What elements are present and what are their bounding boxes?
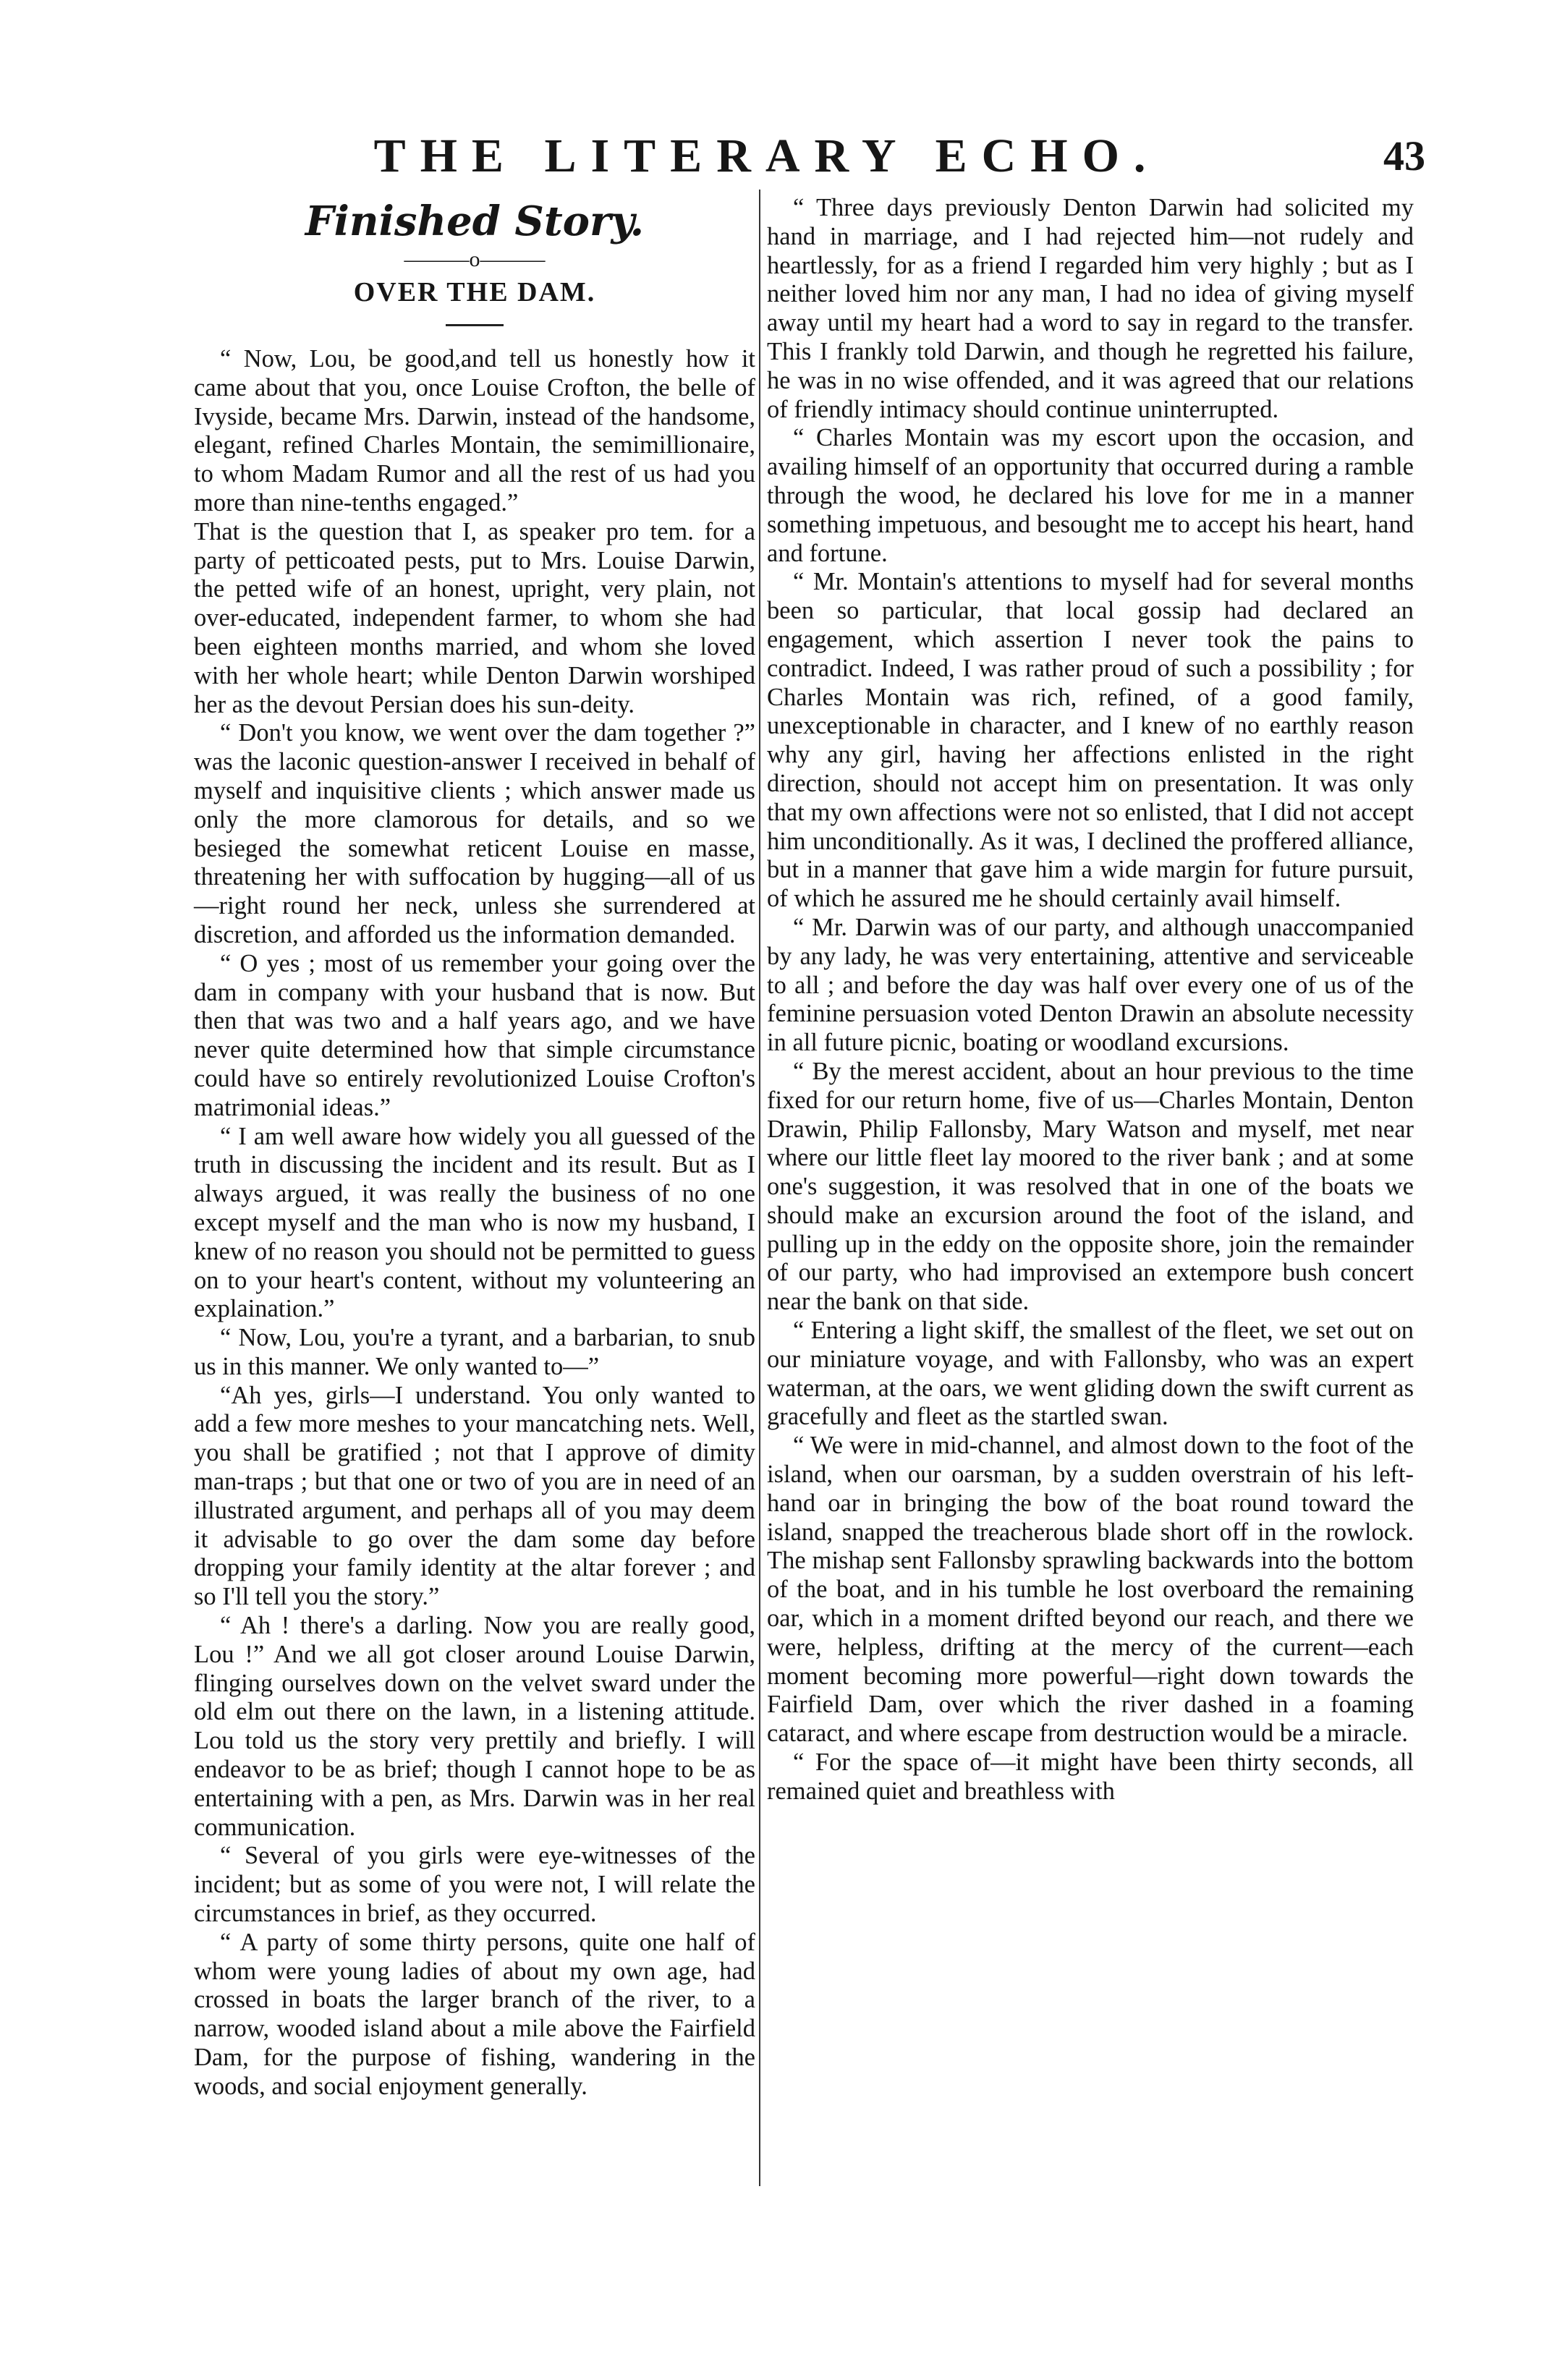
paragraph: That is the question that I, as speaker pro tem. for a party of petticoated pests, put to Mrs. Louise Darwin, the petted wife of an honest, upright, very plain, not over-educated, independent farmer, to whom she had been eighteen months married, and whom she loved with her whole heart; while Denton Darwin worshiped her as the devout Persian does his sun-deity. (194, 517, 755, 718)
paragraph: “ Now, Lou, you're a tyrant, and a barbarian, to snub us in this manner. We only wanted to—” (194, 1324, 755, 1380)
paragraph: “ Ah ! there's a darling. Now you are really good, Lou !” And we all got closer around Louise Darwin, flinging ourselves down on the velvet sward under the old elm out there on the lawn, in a listening attitude. Lou told us the story very prettily and briefly. I will endeavor to be as brief; though I cannot hope to be as entertaining with a pen, as Mrs. Darwin was in her real communication. (194, 1612, 755, 1841)
paragraph: “Ah yes, girls—I understand. You only wanted to add a few more meshes to your mancatching nets. Well, you shall be gratified ; not that I approve of dimity man-traps ; but that one or two of you are in need of an illustrated argument, and perhaps all of you may deem it advisable to go over the dam some day before dropping your family identity at the altar forever ; and so I'll tell you the story.” (194, 1381, 755, 1611)
section-header: Finished Story. (305, 197, 645, 245)
paragraph: “ O yes ; most of us remember your going over the dam in company with your husband that is now. But then that was two and a half years ago, and we have never quite determined how that simple circumstance could have so entirely revolutionized Louise Crofton's matrimonial ideas.” (194, 949, 755, 1121)
paragraph: “ We were in mid-channel, and almost down to the foot of the island, when our oarsman, by a sudden overstrain of his left-hand oar in bringing the bow of the boat round toward the island, snapped the treacherous blade short off in the rowlock. The mishap sent Fallonsby sprawling backwards into the bottom of the boat, and in his tumble he lost overboard the remaining oar, which in a moment drifted beyond our reach, and there we were, helpless, drifting at the mercy of the current—each moment becoming more powerful—right down towards the Fairfield Dam, over which the river dashed in a foaming cataract, and where escape from destruction would be a miracle. (767, 1432, 1414, 1748)
page-number: 43 (1383, 132, 1425, 179)
paragraph: “ Don't you know, we went over the dam together ?” was the laconic question-answer I received in behalf of myself and inquisitive clients ; which answer made us only the more clamorous for details, and so we besieged the somewhat reticent Louise en masse, threatening her with suffocation by hugging—all of us—right round her neck, unless she surrendered at discretion, and afforded us the information demanded. (194, 719, 755, 948)
paragraph: “ For the space of—it might have been thirty seconds, all remained quiet and breathless with (767, 1748, 1414, 1805)
right-column (767, 194, 1414, 1806)
left-column (194, 194, 755, 2101)
paragraph: “ Now, Lou, be good,and tell us honestly how it came about that you, once Louise Crofton, the belle of Ivyside, became Mrs. Darwin, instead of the handsome, elegant, refined Charles Montain, the semimillionaire, to whom Madam Rumor and all the rest of us had you more than nine-tenths engaged.” (194, 345, 755, 517)
paragraph: “ Several of you girls were eye-witnesses of the incident; but as some of you were not, I will relate the circumstances in brief, as they occurred. (194, 1842, 755, 1928)
paragraph: “ Mr. Darwin was of our party, and although unaccompanied by any lady, he was very entertaining, attentive and serviceable to all ; and before the day was half over every one of us of the feminine persuasion voted Denton Drawin an absolute necessity in all future picnic, boating or woodland excursions. (767, 913, 1414, 1057)
masthead: THE LITERARY ECHO. (373, 129, 1161, 182)
paragraph: “ Mr. Montain's attentions to myself had for several months been so particular, that local gossip had declared an engagement, which assertion I never took the pains to contradict. Indeed, I was rather proud of such a possibility ; for Charles Montain was rich, refined, of a good family, unexceptionable in character, and I knew of no earthly reason why any girl, having her affections enlisted in the right direction, should not accept him on presentation. It was only that my own affections were not so enlisted, that I did not accept him unconditionally. As it was, I declined the proffered alliance, but in a manner that gave him a wide margin for future pursuit, of which he assured me he should certainly avail himself. (767, 568, 1414, 913)
story-title: OVER THE DAM. (353, 277, 596, 307)
paragraph: “ A party of some thirty persons, quite one half of whom were young ladies of about my own age, had crossed in boats the larger branch of the river, to a narrow, wooded island about a mile above the Fairfield Dam, for the purpose of fishing, wandering in the woods, and social enjoyment generally. (194, 1928, 755, 2100)
paragraph: “ I am well aware how widely you all guessed of the truth in discussing the incident and its result. But as I always argued, it was really the business of no one except myself and the man who is now my husband, I knew of no reason you should not be permitted to guess on to your heart's content, without my volunteering an explaination.” (194, 1122, 755, 1323)
running-head (0, 127, 1557, 192)
title-rule (446, 324, 504, 326)
paragraph: “ By the merest accident, about an hour previous to the time fixed for our return home, five of us—Charles Montain, Denton Drawin, Philip Fallonsby, Mary Watson and myself, met near where our little fleet lay moored to the river bank ; and at some one's suggestion, it was resolved that in one of the boats we should make an excursion around the foot of the island, and pulling up in the eddy on the opposite shore, join the remainder of our party, who had improvised an extempore bush concert near the bank on that side. (767, 1057, 1414, 1316)
paragraph: “ Charles Montain was my escort upon the occasion, and availing himself of an opportunity that occurred during a ramble through the wood, he declared his love for me in a manner something impetuous, and besought me to accept his heart, hand and fortune. (767, 424, 1414, 567)
ornament-divider: ———o——— (404, 247, 546, 271)
paragraph: “ Three days previously Denton Darwin had solicited my hand in marriage, and I had rejected him—not rudely and heartlessly, for as a friend I regarded him very highly ; but as I neither loved him nor any man, I had no idea of giving myself away until my heart had a word to say in regard to the transfer. This I frankly told Darwin, and though he regretted his failure, he was in no wise offended, and it was agreed that our relations of friendly intimacy should continue uninterrupted. (767, 194, 1414, 423)
column-rule (759, 190, 760, 2186)
paragraph: “ Entering a light skiff, the smallest of the fleet, we set out on our miniature voyage, and with Fallonsby, who was an expert waterman, at the oars, we went gliding down the swift current as gracefully and fleet as the startled swan. (767, 1317, 1414, 1431)
